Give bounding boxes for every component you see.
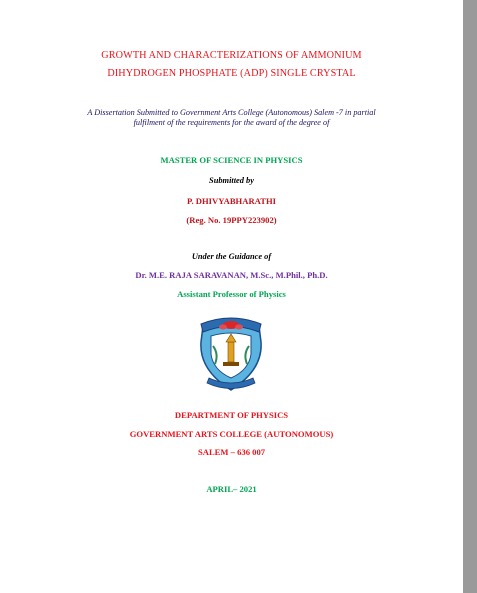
submitted-by-label: Submitted by	[209, 176, 254, 185]
submission-date: APRIL– 2021	[206, 484, 257, 494]
guidance-label: Under the Guidance of	[191, 252, 272, 261]
registration-number: (Reg. No. 19PPY223902)	[186, 215, 277, 225]
guide-name: Dr. M.E. RAJA SARAVANAN, M.Sc., M.Phil., Ph.D.	[135, 270, 328, 280]
intro-line-2: fulfilment of the requirements for the award of the degree of	[133, 118, 330, 127]
title-line-1: GROWTH AND CHARACTERIZATIONS OF AMMONIUM	[101, 50, 362, 61]
college-name: GOVERNMENT ARTS COLLEGE (AUTONOMOUS)	[129, 429, 334, 439]
intro-line-1: A Dissertation Submitted to Government Arts College (Autonomous) Salem -7 in partial	[87, 108, 376, 117]
college-emblem-icon	[195, 312, 267, 392]
degree-title: MASTER OF SCIENCE IN PHYSICS	[160, 155, 303, 165]
department-name: DEPARTMENT OF PHYSICS	[174, 410, 289, 420]
college-city: SALEM – 636 007	[197, 447, 266, 457]
vertical-scrollbar[interactable]	[463, 0, 477, 593]
guide-designation: Assistant Professor of Physics	[177, 289, 286, 299]
student-name: P. DHIVYABHARATHI	[187, 196, 276, 206]
title-line-2: DIHYDROGEN PHOSPHATE (ADP) SINGLE CRYSTAL	[107, 68, 356, 79]
